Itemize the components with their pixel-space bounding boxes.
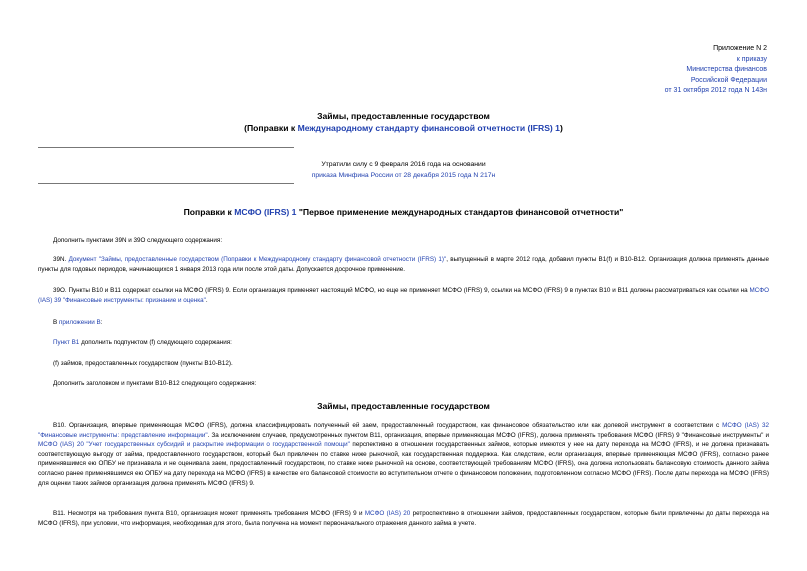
ias20-link[interactable]: МСФО (IAS) 20 "Учет государственных субсидий и раскрытие информации о государственной помощи"	[38, 441, 350, 449]
title-line-2	[0, 122, 807, 134]
lapse-note	[0, 159, 807, 181]
paragraph-b10	[38, 421, 769, 488]
b10-text-a: B10. Организация, впервые применяющая МСФО (IFRS), должна классифицировать полученный ей заем, предоставленный государством, как финансовое обязательство или как долевой инструмент в соответствии с	[53, 422, 723, 429]
b11-text-a: B11. Несмотря на требования пункта B10, организация может применять требования МСФО (IFRS) 9 и	[53, 510, 365, 517]
b11-text-b: ретроспективно в отношении займов, предоставленных государством, которые были привлечены до даты перехода на МСФО (IFRS), при условии, что информация, необходимая для этого, была получена на момент первоначального отражения данного займа в учете.	[38, 510, 769, 527]
annex-order-link[interactable]: к приказу	[736, 55, 767, 63]
b10-text-b: . За исключением случаев, предусмотренных пунктом B11, организация, впервые применяющая МСФО (IFRS), должна применять требования МСФО (IFRS) 9 "Финансовые инструменты" и	[207, 431, 769, 439]
amendments-heading	[0, 207, 807, 217]
appendix-text-a: В	[53, 319, 59, 326]
paragraph-appendix	[38, 318, 769, 328]
clause-b1-link[interactable]: Пункт B1	[53, 339, 80, 346]
annex-line-1: Приложение N 2	[713, 45, 767, 52]
ias32-link[interactable]: МСФО (IAS) 32 "Финансовые инструменты: представление информации"	[38, 422, 769, 439]
annex-country-link[interactable]: Российской Федерации	[690, 76, 767, 84]
title-suffix: )	[559, 123, 563, 133]
paragraph-intro: Дополнить пунктами 39N и 39O следующего содержания:	[53, 237, 223, 244]
appendix-b-link[interactable]: приложении B	[58, 319, 101, 326]
appendix-text-b: :	[100, 319, 103, 326]
p39n-text-b: , выпущенный в марте 2012 года, добавил пункты B1(f) и B10-B12. Организация должна применять данные пункты для годовых периодов, начинающихся 1 января 2013 года или после этой даты. Допускается досрочное применение.	[38, 256, 769, 273]
document-title	[0, 110, 807, 134]
heading-prefix: Поправки к	[183, 207, 235, 217]
title-line-1: Займы, предоставленные государством	[317, 111, 490, 121]
divider-top	[38, 147, 294, 148]
ias39-link[interactable]: МСФО (IAS) 39 "Финансовые инструменты: признание и оценка"	[38, 287, 769, 304]
paragraph-39n	[38, 255, 769, 274]
heading-suffix: "Первое применение международных стандартов финансовой отчетности"	[296, 207, 624, 217]
p39o-text-a: 39O. Пункты B10 и B11 содержат ссылки на МСФО (IFRS) 9. Если организация применяет настоящий МСФО, но еще не применяет МСФО (IFRS) 9, ссылки на МСФО (IFRS) 9 в пунктах B10 и B11 должны рассматриваться как ссылки на	[53, 287, 750, 294]
ifrs1-heading-link[interactable]: МСФО (IFRS) 1	[234, 207, 297, 217]
p39n-document-link[interactable]: Документ "Займы, предоставленные государством (Поправки к Международному стандарту финансовой отчетности (IFRS) 1)"	[68, 256, 447, 263]
annex-ministry-link[interactable]: Министерства финансов	[686, 66, 767, 73]
annex-block	[567, 44, 767, 97]
paragraph-b1f: (f) займов, предоставленных государством (пункты B10-B12).	[53, 360, 233, 367]
paragraph-add-heading: Дополнить заголовком и пунктами B10-B12 следующего содержания:	[53, 380, 257, 387]
ias20-short-link[interactable]: МСФО (IAS) 20	[364, 510, 411, 517]
divider-bottom	[38, 183, 294, 184]
paragraph-b1	[38, 338, 769, 348]
p39n-text-a: 39N.	[53, 256, 69, 263]
annex-date-link[interactable]: от 31 октября 2012 года N 143н	[664, 87, 767, 94]
lapse-line-1: Утратили силу с 9 февраля 2016 года на основании	[321, 161, 486, 168]
ifrs1-link[interactable]: Международному стандарту финансовой отчетности (IFRS) 1	[297, 123, 560, 133]
p39o-text-b: .	[205, 296, 208, 304]
lapse-order-link[interactable]: приказа Минфина России от 28 декабря 2015 года N 217н	[311, 172, 496, 179]
loans-subheading: Займы, предоставленные государством	[317, 401, 490, 411]
b1-text: дополнить подпунктом (f) следующего содержания:	[79, 339, 232, 346]
title-prefix: (Поправки к	[244, 123, 298, 133]
b10-text-c: перспективно в отношении государственных займов, которые имеются у нее на дату перехода на МСФО (IFRS), и не должна признавать соответствующую выгоду от займа, предоставленного государством, который был привлечен по ставке ниже рыночной, как государственная поддержка. Как следствие, если организация, впервые применяющая МСФО (IFRS), согласно ранее применявшимся ею ОПБУ не признавала и не оценивала заем, предоставленный государством, по ставке ниже рыночной на основе, соответствующей требованиям МСФО (IFRS), она должна использовать балансовую стоимость данного займа согласно ранее применявшимся ею ОПБУ на дату перехода на МСФО (IFRS) в качестве его балансовой стоимости во вступительном отчете о финансовом положении, подготовленном согласно МСФО (IFRS). После даты перехода на МСФО (IFRS) для оценки таких займов организация должна применять МСФО (IFRS) 9.	[38, 441, 769, 487]
paragraph-39o	[38, 286, 769, 305]
paragraph-b11	[38, 509, 769, 528]
